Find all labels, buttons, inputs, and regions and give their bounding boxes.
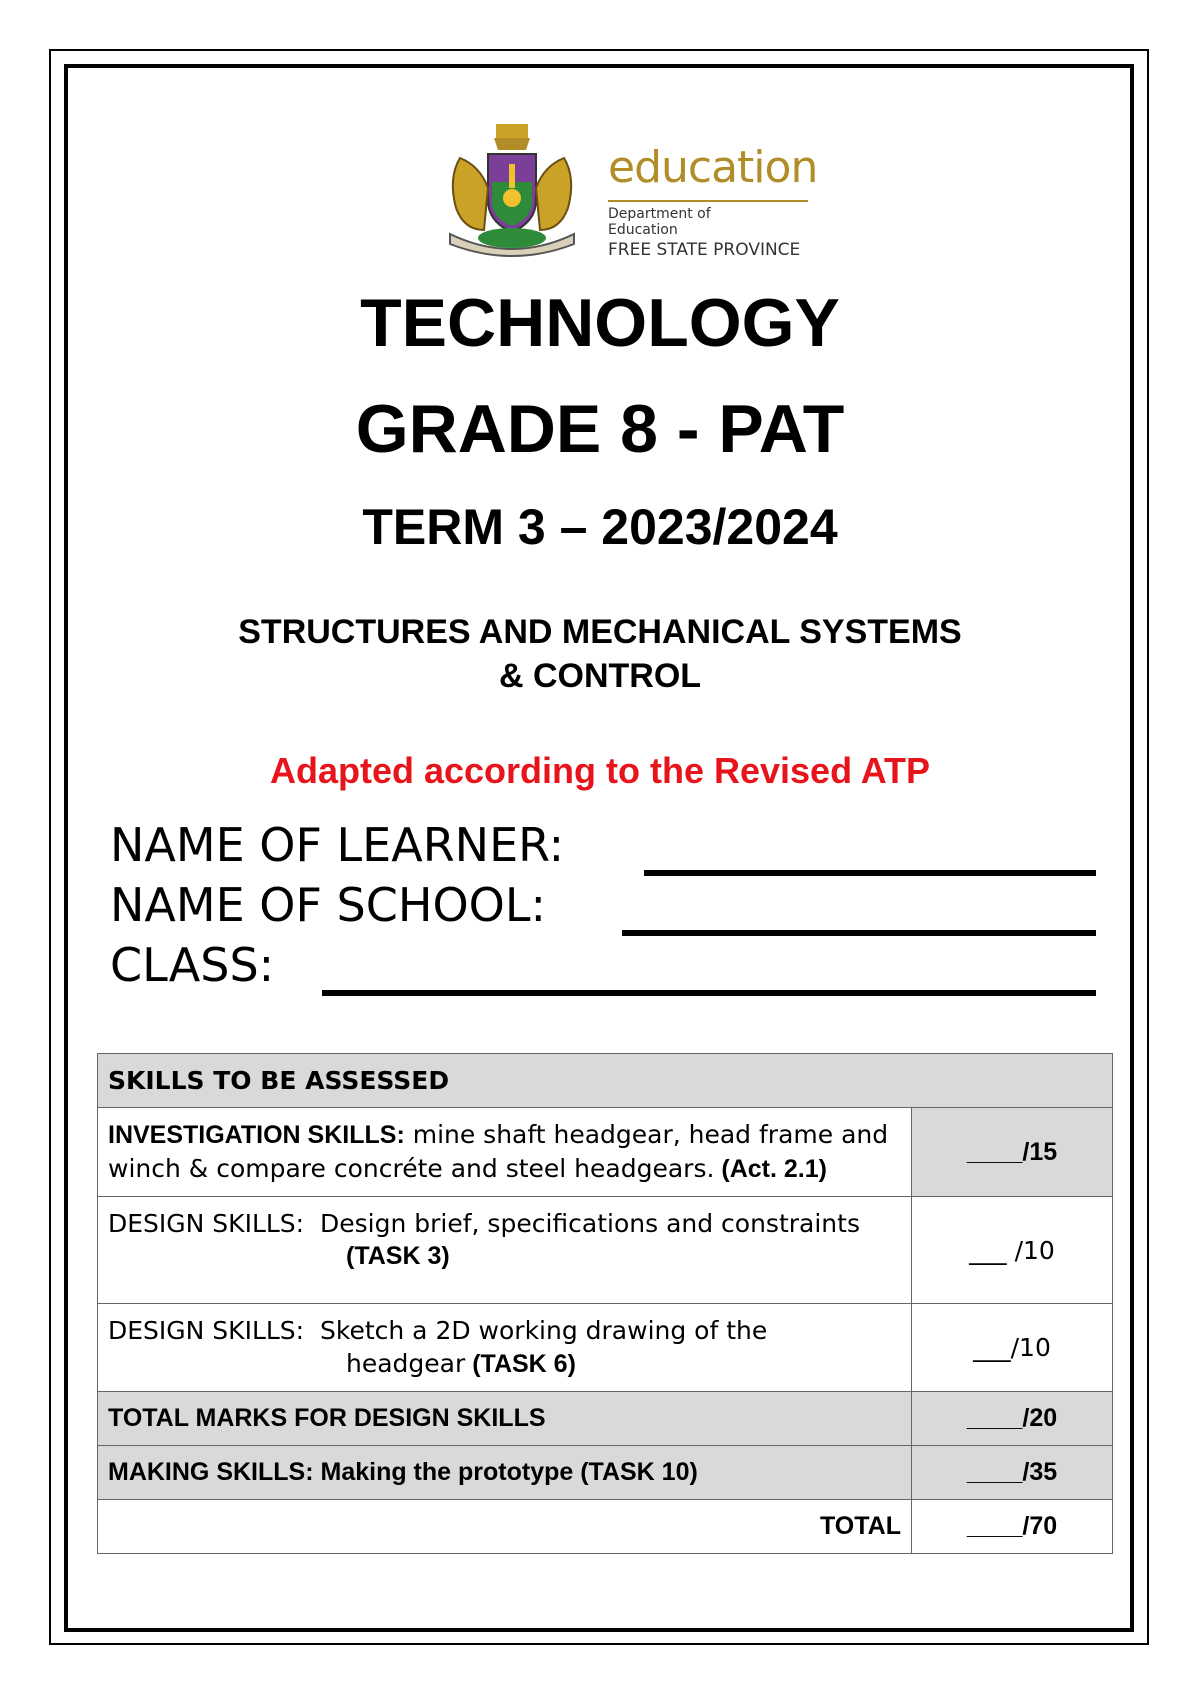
education-wordmark: education [608, 142, 818, 193]
table-header-row [98, 1054, 1113, 1108]
skills-table [97, 1053, 1113, 1554]
mark-cell: ____/20 [912, 1392, 1113, 1446]
department-text: Department of Education [608, 206, 711, 238]
school-name-blank[interactable] [622, 930, 1096, 936]
table-row [98, 1304, 1113, 1392]
total-design-cell: TOTAL MARKS FOR DESIGN SKILLS [98, 1392, 912, 1446]
table-row [98, 1446, 1113, 1500]
province-text: FREE STATE PROVINCE [608, 240, 801, 260]
design-skills-brief-cell: DESIGN SKILLS: Design brief, specifications and constraints (TASK 3) [98, 1197, 912, 1304]
topic-heading [0, 610, 1200, 698]
topic-line-1: STRUCTURES AND MECHANICAL SYSTEMS [238, 613, 962, 651]
design-skills-sketch-cell: DESIGN SKILLS: Sketch a 2D working drawing of the headgear (TASK 6) [98, 1304, 912, 1392]
topic-line-2: & CONTROL [498, 657, 702, 695]
mark-cell: ___/10 [912, 1304, 1113, 1392]
adapted-note: Adapted according to the Revised ATP [269, 750, 931, 791]
logo-rule [608, 200, 808, 202]
department-logo [430, 118, 820, 268]
mark-cell: ____/70 [912, 1500, 1113, 1554]
table-row [98, 1500, 1113, 1554]
mark-cell: ___ /10 [912, 1197, 1113, 1304]
class-blank[interactable] [322, 990, 1096, 996]
subject-title: TECHNOLOGY [360, 285, 840, 361]
school-name-label: NAME OF SCHOOL: [110, 878, 546, 932]
table-row [98, 1197, 1113, 1304]
learner-name-label: NAME OF LEARNER: [110, 818, 565, 872]
investigation-skills-cell: INVESTIGATION SKILLS: mine shaft headgear, head frame and winch & compare concréte and steel headgears. (Act. 2.1) [98, 1108, 912, 1197]
grade-title: GRADE 8 - PAT [355, 391, 845, 467]
mark-cell: ____/15 [912, 1108, 1113, 1197]
making-skills-cell: MAKING SKILLS: Making the prototype (TASK 10) [98, 1446, 912, 1500]
table-header: SKILLS TO BE ASSESSED [98, 1054, 1113, 1108]
mark-cell: ____/35 [912, 1446, 1113, 1500]
learner-name-blank[interactable] [644, 870, 1096, 876]
coat-of-arms-icon [430, 118, 595, 268]
class-label: CLASS: [110, 938, 275, 992]
table-row [98, 1108, 1113, 1197]
table-row [98, 1392, 1113, 1446]
total-cell: TOTAL [98, 1500, 912, 1554]
term-title: TERM 3 – 2023/2024 [362, 499, 838, 555]
